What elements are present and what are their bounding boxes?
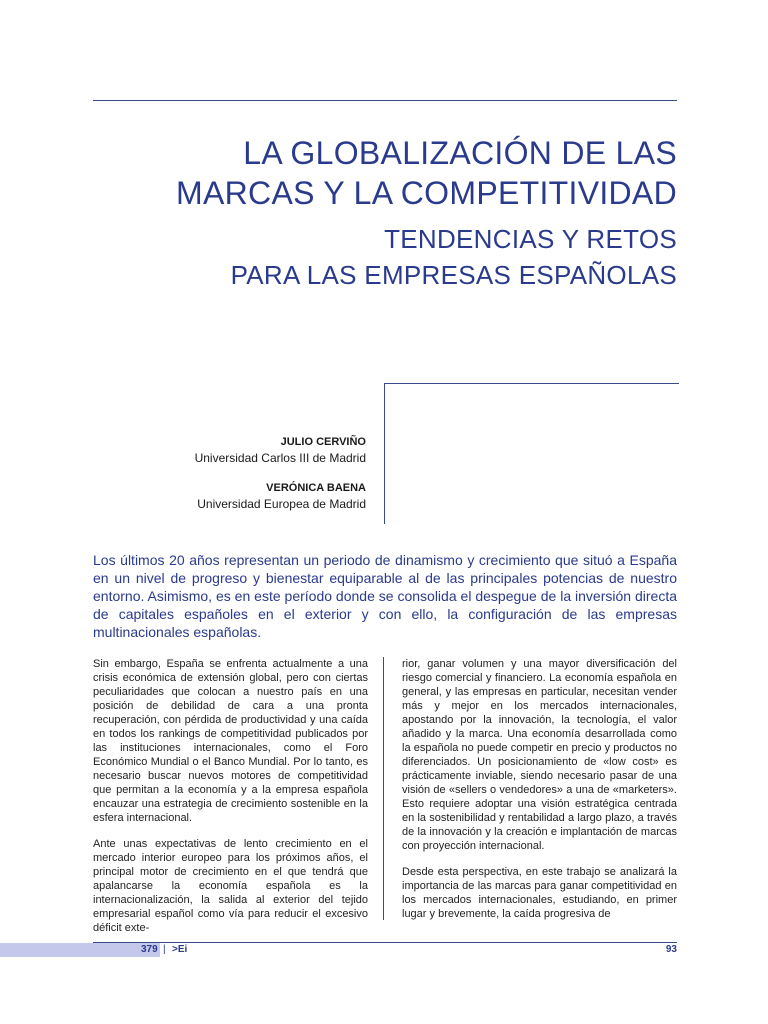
body-paragraph: Sin embargo, España se enfrenta actualmente a una crisis económica de extensión global, pero con ciertas peculiaridades que colocan a nuestro país en una posición de debilidad de cara a una pronta recuperación, con pérdida de productividad y una caída en todos los rankings de competitividad publicados por las instituciones internacionales, como el Foro Económico Mundial o el Banco Mundial. Por lo tanto, es necesario buscar nuevos motores de competitividad que permitan a la economía y a la empresa española encauzar una estrategia de crecimiento sostenible en la esfera internacional. [93, 658, 368, 824]
issue-number: 379 [141, 944, 158, 955]
publication-mark: >Ei [172, 944, 188, 955]
abstract: Los últimos 20 años representan un periodo de dinamismo y crecimiento que situó a España en un nivel de progreso y bienestar equiparable al de las principales potencias de nuestro entorno. Asimismo, es en este período donde se consolida el despegue de la inversión directa de capitales españoles en el exterior y con ello, la configuración de las empresas multinacionales españolas. [93, 552, 677, 640]
article-title [57, 133, 677, 213]
column-divider [383, 657, 384, 920]
author-affiliation: Universidad Carlos III de Madrid [194, 451, 366, 465]
body-paragraph: rior, ganar volumen y una mayor diversificación del riesgo comercial y financiero. La economía española en general, y las empresas en particular, necesitan vender más y mejor en los mercados internacionales, apostando por la innovación, la tecnología, el valor añadido y la marca. Una economía desarrollada como la española no puede competir en precio y productos no diferenciados. Un posicionamiento de «low cost» es prácticamente inviable, siendo necesario pasar de una visión de «sellers o vendedores» a una de «marketers». Esto requiere adoptar una visión estratégica centrada en la sostenibilidad y rentabilidad a largo plazo, a través de la innovación y la creación e implantación de marcas con proyección internacional. [402, 658, 677, 852]
subtitle-line-2: PARA LAS EMPRESAS ESPAÑOLAS [230, 260, 677, 290]
top-rule [93, 100, 677, 101]
author-affiliation: Universidad Europea de Madrid [197, 497, 366, 511]
author-name: VERÓNICA BAENA [266, 482, 366, 494]
author-list [66, 434, 366, 526]
body-column-left [93, 657, 368, 947]
article-header [57, 133, 677, 293]
title-line-1: LA GLOBALIZACIÓN DE LAS [243, 135, 677, 171]
footer-band [0, 943, 160, 957]
body-paragraph: Desde esta perspectiva, en este trabajo se analizará la importancia de las marcas para ganar competitividad en los mercados internacionales, estudiando, en primer lugar y brevemente, la caída progresiva de [402, 866, 677, 920]
title-line-2: MARCAS Y LA COMPETITIVIDAD [176, 175, 677, 211]
article-subtitle [57, 221, 677, 293]
subtitle-line-1: TENDENCIAS Y RETOS [384, 224, 677, 254]
footer-separator: | [163, 944, 166, 955]
body-paragraph: Ante unas expectativas de lento crecimiento en el mercado interior europeo para los próximos años, el principal motor de crecimiento en el que tendrá que apalancarse la economía española es la internacionalización, la salida al exterior del tejido empresarial español como vía para reducir el excesivo déficit exte- [93, 838, 368, 934]
body-column-right [402, 657, 677, 933]
bottom-rule [93, 942, 677, 943]
author-name: JULIO CERVIÑO [280, 436, 366, 448]
author-frame [384, 383, 679, 524]
page-number: 93 [665, 944, 677, 955]
